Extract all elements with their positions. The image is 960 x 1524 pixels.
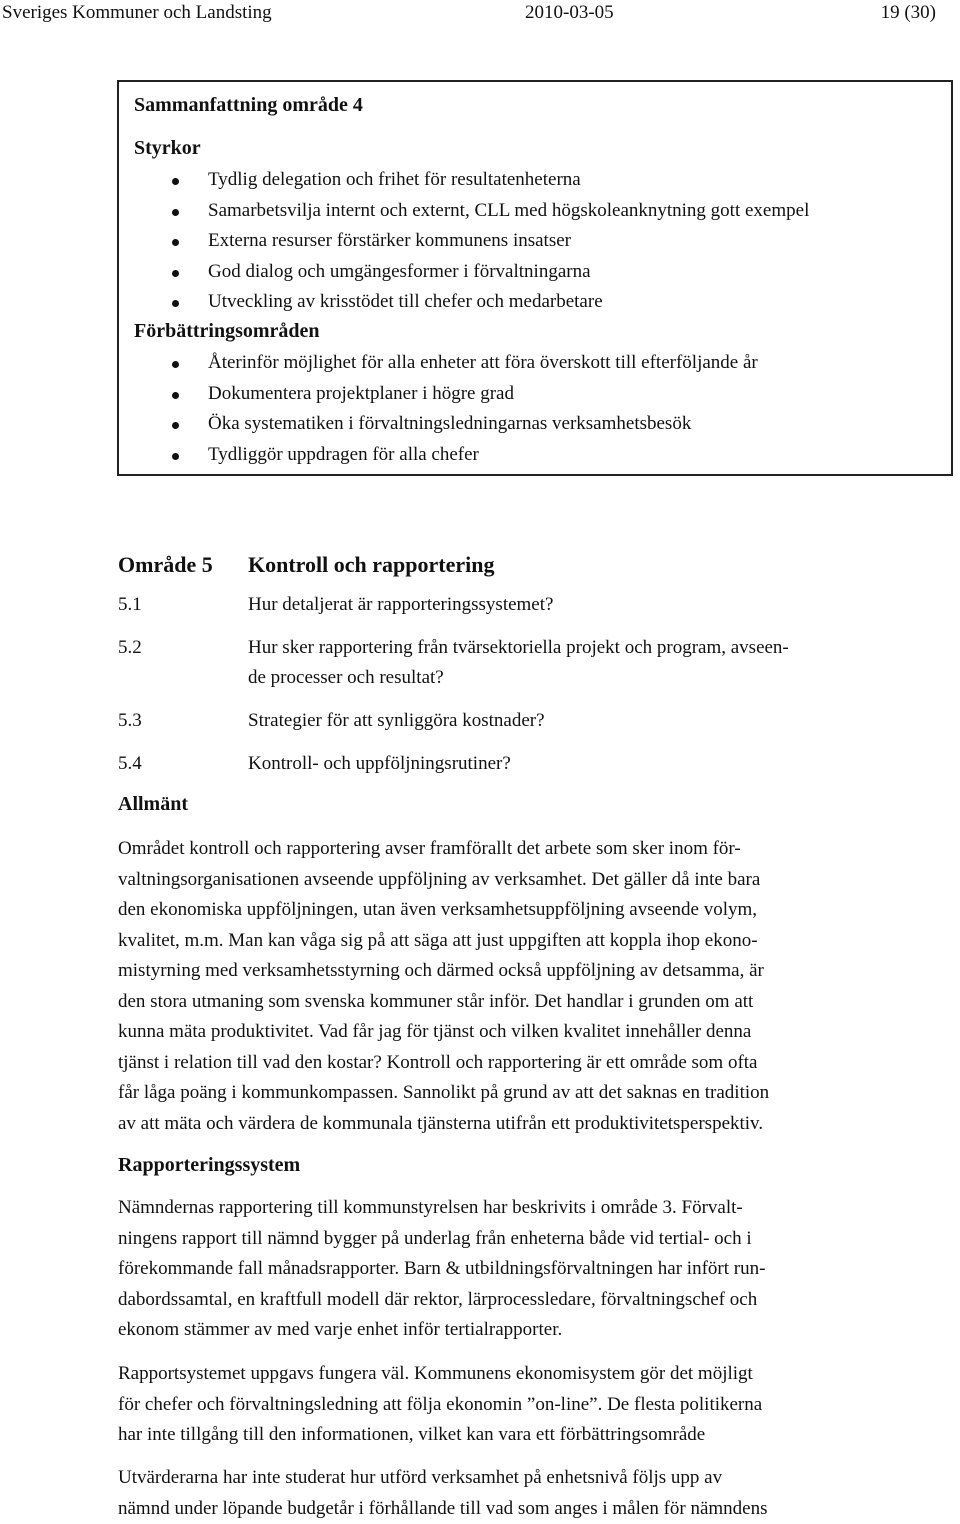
paragraph-line: nämnd under löpande budgetår i förhållande till vad som anges i målen för nämndens — [118, 1494, 888, 1524]
list-item: God dialog och umgängesformer i förvaltningarna — [119, 257, 809, 288]
paragraph-line: dabordssamtal, en kraftfull modell där rektor, lärprocessledare, förvaltningschef och — [118, 1285, 888, 1316]
paragraph-line: kvalitet, m.m. Man kan våga sig på att säga att just uppgiften att koppla ihop ekono- — [118, 926, 888, 957]
question-text: Hur sker rapportering från tvärsektoriella projekt och program, avseen- — [248, 633, 789, 663]
paragraph-line: den stora utmaning som svenska kommuner står inför. Det handlar i grunden om att — [118, 987, 888, 1018]
paragraph-line: valtningsorganisationen avseende uppföljning av verksamhet. Det gäller då inte bara — [118, 865, 888, 896]
summary-box — [117, 80, 953, 476]
paragraph-line: för chefer och förvaltningsledning att följa ekonomin ”on-line”. De flesta politikerna — [118, 1390, 888, 1421]
reporting-paragraph-2 — [118, 1359, 888, 1451]
paragraph-line: Rapportsystemet uppgavs fungera väl. Kommunens ekonomisystem gör det möjligt — [118, 1359, 888, 1390]
list-item: Samarbetsvilja internt och externt, CLL med högskoleanknytning gott exempel — [119, 196, 809, 227]
paragraph-line: Nämndernas rapportering till kommunstyrelsen har beskrivits i område 3. Förvalt- — [118, 1193, 888, 1224]
question-text: de processer och resultat? — [248, 663, 444, 693]
question-text: Hur detaljerat är rapporteringssystemet? — [248, 590, 553, 620]
paragraph-line: den ekonomiska uppföljningen, utan även verksamhetsuppföljning avseende volym, — [118, 895, 888, 926]
paragraph-line: förekommande fall månadsrapporter. Barn & utbildningsförvaltningen har infört run- — [118, 1254, 888, 1285]
reporting-paragraph-3 — [118, 1463, 888, 1524]
paragraph-line: av att mäta och värdera de kommunala tjänsterna utifrån ett produktivitetsperspektiv. — [118, 1109, 888, 1140]
general-heading: Allmänt — [118, 793, 188, 816]
area-label: Område 5 — [118, 552, 213, 578]
paragraph-line: ekonom stämmer av med varje enhet inför tertialrapporter. — [118, 1315, 888, 1346]
question-number: 5.2 — [118, 633, 142, 663]
improvements-heading: Förbättringsområden — [134, 320, 320, 343]
list-item: Öka systematiken i förvaltningsledningarnas verksamhetsbesök — [119, 409, 758, 440]
area-title: Kontroll och rapportering — [248, 552, 494, 578]
paragraph-line: mistyrning med verksamhetsstyrning och därmed också uppföljning av detsamma, är — [118, 956, 888, 987]
question-number: 5.1 — [118, 590, 142, 620]
question-text: Kontroll- och uppföljningsrutiner? — [248, 749, 511, 779]
strengths-heading: Styrkor — [134, 137, 201, 160]
strengths-list — [119, 165, 809, 318]
paragraph-line: ningens rapport till nämnd bygger på underlag från enheterna både vid tertial- och i — [118, 1224, 888, 1255]
reporting-heading: Rapporteringssystem — [118, 1154, 300, 1177]
header-page-number: 19 (30) — [881, 2, 936, 24]
question-text: Strategier för att synliggöra kostnader? — [248, 706, 545, 736]
list-item: Utveckling av krisstödet till chefer och medarbetare — [119, 287, 809, 318]
paragraph-line: har inte tillgång till den informationen, vilket kan vara ett förbättringsområde — [118, 1420, 888, 1451]
paragraph-line: kunna mäta produktivitet. Vad får jag för tjänst och vilken kvalitet innehåller denna — [118, 1017, 888, 1048]
improvements-list — [119, 348, 758, 470]
reporting-paragraph-1 — [118, 1193, 888, 1346]
question-number: 5.3 — [118, 706, 142, 736]
paragraph-line: tjänst i relation till vad den kostar? Kontroll och rapportering är ett område som ofta — [118, 1048, 888, 1079]
list-item: Dokumentera projektplaner i högre grad — [119, 379, 758, 410]
list-item: Tydliggör uppdragen för alla chefer — [119, 440, 758, 471]
general-paragraph — [118, 834, 888, 1139]
list-item: Externa resurser förstärker kommunens insatser — [119, 226, 809, 257]
header-date: 2010-03-05 — [525, 2, 614, 24]
paragraph-line: Utvärderarna har inte studerat hur utförd verksamhet på enhetsnivå följs upp av — [118, 1463, 888, 1494]
question-number: 5.4 — [118, 749, 142, 779]
list-item: Tydlig delegation och frihet för resultatenheterna — [119, 165, 809, 196]
header-organization: Sveriges Kommuner och Landsting — [2, 2, 272, 24]
list-item: Återinför möjlighet för alla enheter att föra överskott till efterföljande år — [119, 348, 758, 379]
paragraph-line: Området kontroll och rapportering avser framförallt det arbete som sker inom för- — [118, 834, 888, 865]
summary-title: Sammanfattning område 4 — [134, 94, 363, 117]
page-header — [0, 0, 960, 28]
paragraph-line: får låga poäng i kommunkompassen. Sannolikt på grund av att det saknas en tradition — [118, 1078, 888, 1109]
